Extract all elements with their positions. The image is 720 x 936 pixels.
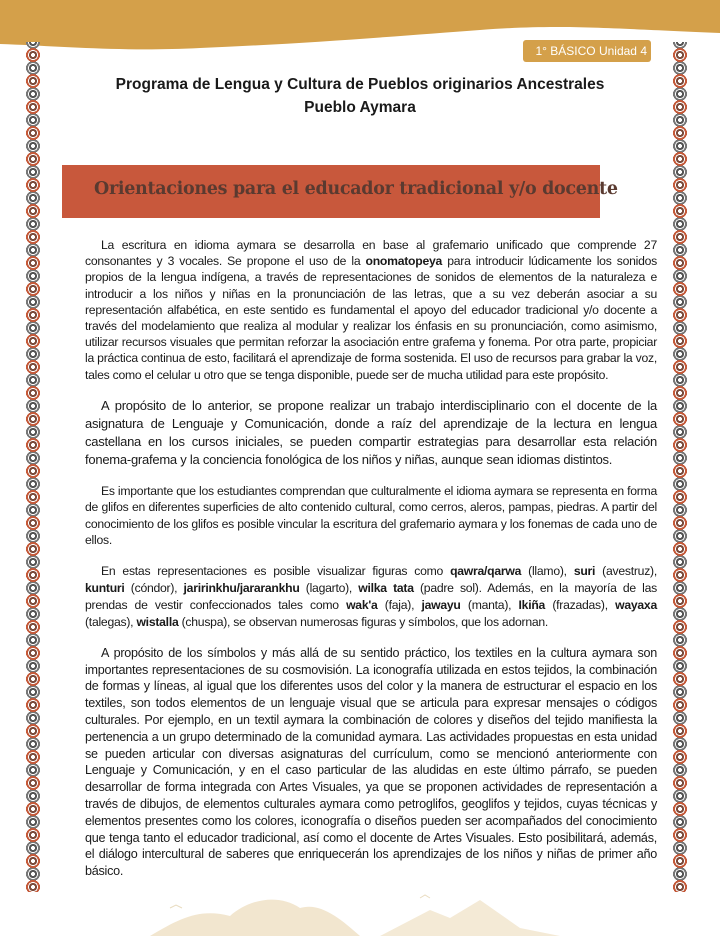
- bold-term: kunturi: [85, 580, 125, 595]
- text-run: En estas representaciones es posible visualizar figuras como: [101, 563, 451, 578]
- text-run: (avestruz),: [595, 563, 657, 578]
- text-run: A propósito de lo anterior, se propone realizar un trabajo interdisciplinario con el docente de la asignatura de Lenguaje y Comunicación, donde a raíz del aprendizaje de la lectura en lengua castellana en los cursos iniciales, se pueden compartir estrategias para desarrollar esta relación fonema-grafema y la conciencia fonológica de los niños y niñas, aunque sean idiomas distintos.: [85, 397, 657, 467]
- bold-term: Ikiña: [518, 597, 546, 612]
- right-decorative-border: [672, 42, 688, 892]
- paragraph-3: [85, 483, 657, 549]
- body-text: [85, 0, 657, 936]
- text-run: (lagarto),: [299, 580, 359, 595]
- text-run: A propósito de los símbolos y más allá de su sentido práctico, los textiles en la cultura aymara son importantes representaciones de su cosmovisión. La iconografía utilizada en estos tejidos, la combinación de formas y líneas, al igual que los diferentes usos del color y la manera de estructurar el espacio en los textiles, son todos elementos de un lenguaje visual que se articula para expresar mensajes o códigos culturales. Por ejemplo, en un textil aymara la combinación de colores y diseños del tejido manifiesta la pertenencia a un grupo determinado de la comunidad aymara. Las actividades propuestas en esta unidad se pueden articular con diversas asignaturas del currículum, como se mencionó anteriormente con Lenguaje y Comunicación, y en el caso particular de las aludidas en este último párrafo, se pueden desarrollar de forma integrada con Artes Visuales, ya que se proponen actividades de representación a través de dibujos, de elementos culturales aymara como petroglifos, geoglifos y tejidos, cuyas técnicas y elementos presentes como los colores, iconografía o diseños pueden ser acompañados del conocimiento que tenga tanto el educador tradicional, así como el docente de Artes Visuales. Esto posibilitará, además, el diálogo intercultural de saberes que enriquecerán los aprendizajes de los niños y niñas de primer año básico.: [85, 645, 657, 879]
- page-subtitle: Pueblo Aymara: [304, 99, 416, 116]
- text-run: (padre sol). Además, en la mayoría de las prendas de vestir confeccionados tales como: [85, 580, 657, 612]
- text-run: (llamo),: [521, 563, 574, 578]
- text-run: Es importante que los estudiantes comprendan que culturalmente el idioma aymara se representa en forma de glifos en diferentes superficies de alto contenido cultural, como cerros, aleros, pampas, piedras. A partir del conocimiento de los glifos es posible vincular la escritura del grafemario aymara y los fonemas de cada uno de ellos.: [85, 483, 657, 548]
- text-run: (frazadas),: [545, 597, 616, 612]
- bold-term: suri: [573, 563, 596, 578]
- left-decorative-border: [25, 42, 41, 892]
- text-run: (manta),: [460, 597, 519, 612]
- text-run: para introducir lúdicamente los sonidos propios de la lengua indígena, a través de representaciones de sonidos de elementos de la naturaleza e introducir a los niños y niñas en la pronunciación de las letras, que a su vez deberán asociar a su representación alfabética, en este sentido es fundamental el apoyo del educador tradicional y/o docente a través del modelamiento que realiza al modular y realizar los énfasis en su pronunciación, como asimismo, utilizar recursos visuales que permitan reforzar la asociación entre grafema y fonema. Por otra parte, propiciar la práctica continua de esto, facilitará el aprendizaje de forma sostenida. El uso de recursos para grabar la voz, tales como el celular u otro que se tenga disponible, puede ser de mucha utilidad para este propósito.: [85, 254, 657, 382]
- paragraph-2: [85, 397, 657, 469]
- bold-term: jaririnkhu/jararankhu: [183, 580, 300, 595]
- text-run: (cóndor),: [124, 580, 184, 595]
- bold-term: jawayu: [421, 597, 461, 612]
- text-run: (faja),: [377, 597, 422, 612]
- bold-term: onomatopeya: [365, 254, 443, 269]
- text-run: La escritura en idioma aymara se desarrolla en base al grafemario unificado que comprende 27 consonantes y 3 vocales. Se propone el uso de la: [85, 238, 657, 269]
- bold-term: qawra/qarwa: [450, 563, 522, 578]
- bold-term: wak'a: [346, 597, 378, 612]
- page-title: Programa de Lengua y Cultura de Pueblos originarios Ancestrales: [115, 76, 605, 93]
- bold-term: wistalla: [136, 614, 179, 629]
- paragraph-5: [85, 645, 657, 880]
- paragraph-1: [85, 237, 657, 383]
- text-run: (chuspa), se observan numerosas figuras y símbolos, que los adornan.: [178, 614, 549, 629]
- section-heading: Orientaciones para el educador tradicional y/o docente: [94, 179, 618, 199]
- footer-landscape-illustration: [0, 888, 720, 936]
- bold-term: wilka tata: [358, 580, 414, 595]
- unit-tag: 1° BÁSICO Unidad 4: [523, 40, 651, 62]
- bold-term: wayaxa: [615, 597, 657, 612]
- paragraph-4: [85, 563, 657, 631]
- text-run: (talegas),: [85, 614, 137, 629]
